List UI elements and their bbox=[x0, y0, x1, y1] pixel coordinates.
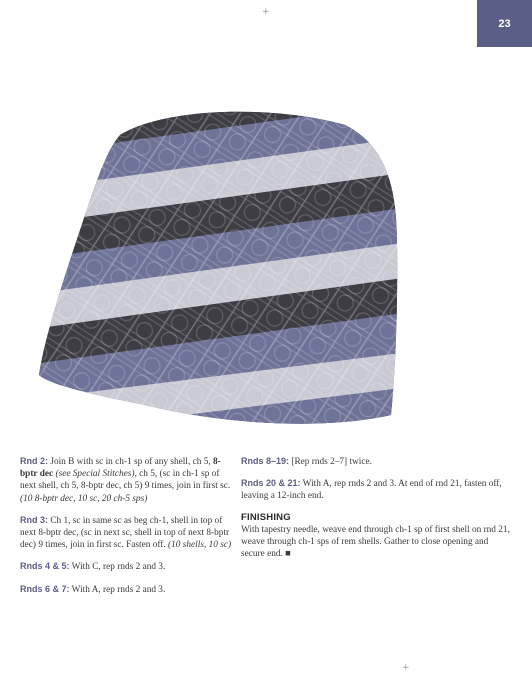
rnd-2-stitch-count: (10 8-bptr dec, 10 sc, 20 ch-5 sps) bbox=[20, 493, 148, 504]
rnds-4-5-text: With C, rep rnds 2 and 3. bbox=[69, 562, 166, 573]
rnds-20-21-paragraph bbox=[241, 477, 511, 502]
right-column bbox=[241, 455, 511, 569]
hat-photo bbox=[25, 95, 425, 435]
rnd-2-text-a: Join B with sc in ch-1 sp of any shell, ch 5, bbox=[48, 457, 214, 467]
rnd-3-label: Rnd 3: bbox=[20, 514, 48, 525]
rnds-4-5-paragraph bbox=[20, 560, 235, 573]
rnds-4-5-label: Rnds 4 & 5: bbox=[20, 561, 70, 572]
finishing-heading: FINISHING bbox=[241, 511, 291, 523]
rnd-3-stitch-count: (10 shells, 10 sc) bbox=[168, 540, 232, 551]
finishing-paragraph: With tapestry needle, weave end through ch-1 sp of first shell on rnd 21, weave through ch-1 sps of rem shells. Gather to close opening and secure end. ■ bbox=[241, 524, 510, 560]
rnds-6-7-paragraph bbox=[20, 583, 235, 596]
registration-mark-bottom: + bbox=[402, 663, 410, 673]
page-number-tab bbox=[477, 0, 532, 47]
page-number: 23 bbox=[498, 17, 511, 30]
rnd-2-paragraph bbox=[20, 455, 235, 505]
rnd-3-paragraph bbox=[20, 514, 235, 552]
rnds-8-19-label: Rnds 8–19: bbox=[241, 456, 290, 466]
rnds-6-7-text: With A, rep rnds 2 and 3. bbox=[69, 584, 166, 595]
rnd-2-italic-ref: (see Special Stitches) bbox=[53, 469, 135, 480]
rnds-8-19-text: [Rep rnds 2–7] twice. bbox=[289, 457, 372, 467]
rnd-3-text: Ch 1, sc in same sc as beg ch-1, shell in top of next 8-bptr dec, (sc in next sc, shell in top of next 8-bptr dec) 9 times, join in first sc. Fasten off. bbox=[20, 515, 230, 551]
rnd-2-stitch-bold: 8-bptr dec bbox=[20, 457, 221, 480]
rnds-20-21-text: With A, rep rnds 2 and 3. At end of rnd 21, fasten off, leaving a 12-inch end. bbox=[241, 479, 502, 502]
registration-mark-top: + bbox=[262, 7, 270, 17]
rnds-8-19-paragraph bbox=[241, 455, 511, 468]
rnds-6-7-label: Rnds 6 & 7: bbox=[20, 583, 70, 594]
rnds-20-21-label: Rnds 20 & 21: bbox=[241, 478, 301, 489]
left-column bbox=[20, 455, 235, 605]
rnd-2-text-b: , ch 5, (sc in ch-1 sp of next shell, ch 5, 8-bptr dec, ch 5) 9 times, join in first sc. bbox=[20, 469, 231, 492]
rnd-2-label: Rnd 2: bbox=[20, 456, 48, 466]
